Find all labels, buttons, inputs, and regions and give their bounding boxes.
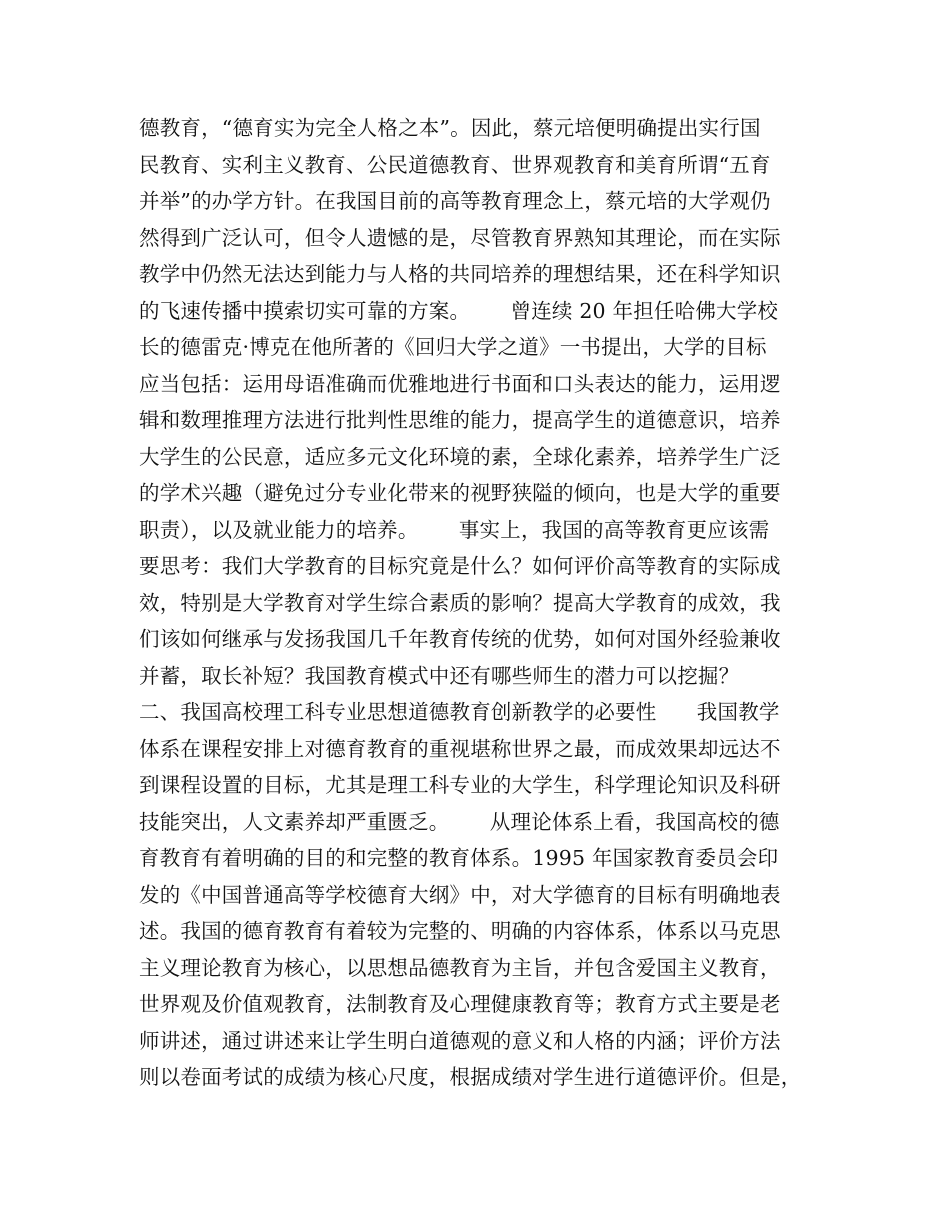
text-line-8: 应当包括：运用母语准确而优雅地进行书面和口头表达的能力，运用逻: [139, 371, 781, 396]
text-line-3: 并举”的办学方针。在我国目前的高等教育理念上，蔡元培的大学观仍: [139, 189, 771, 213]
text-line-18: 体系在课程安排上对德育教育的重视堪称世界之最，而成效果却远达不: [139, 736, 781, 761]
text-line-10: 大学生的公民意，适应多元文化环境的素，全球化素养，培养学生广泛: [139, 444, 781, 469]
text-line-6: 的飞速传播中摸索切实可靠的方案。 曾连续 20 年担任哈佛大学校: [139, 298, 779, 323]
text-line-1: 德教育，“德育实为完全人格之本”。因此，蔡元培便明确提出实行国: [139, 116, 761, 140]
text-line-4: 然得到广泛认可，但令人遗憾的是，尽管教育界熟知其理论，而在实际: [139, 225, 781, 250]
text-line-2: 民教育、实利主义教育、公民道德教育、世界观教育和美育所谓“五育: [139, 152, 771, 177]
text-line-14: 效，特别是大学教育对学生综合素质的影响？提高大学教育的成效，我: [139, 590, 781, 615]
text-line-26: 师讲述，通过讲述来让学生明白道德观的意义和人格的内涵；评价方法: [139, 1028, 781, 1053]
text-line-16: 并蓄，取长补短？我国教育模式中还有哪些师生的潜力可以挖掘？: [139, 663, 740, 688]
text-line-13: 要思考：我们大学教育的目标究竟是什么？如何评价高等教育的实际成: [139, 554, 781, 578]
text-line-21: 育教育有着明确的目的和完整的教育体系。1995 年国家教育委员会印: [139, 846, 779, 870]
text-line-20: 技能突出，人文素养却严重匮乏。 从理论体系上看，我国高校的德: [139, 809, 780, 834]
text-line-25: 世界观及价值观教育，法制教育及心理健康教育等；教育方式主要是老: [139, 992, 781, 1016]
text-line-17: 二、我国高校理工科专业思想道德教育创新教学的必要性 我国教学: [139, 700, 780, 724]
text-line-22: 发的《中国普通高等学校德育大纲》中，对大学德育的目标有明确地表: [139, 882, 781, 907]
body-text: [139, 110, 819, 1096]
text-line-7: 长的德雷克·博克在他所著的《回归大学之道》一书提出，大学的目标: [139, 335, 767, 359]
text-line-12: 职责），以及就业能力的培养。 事实上，我国的高等教育更应该需: [139, 517, 770, 542]
text-line-24: 主义理论教育为核心，以思想品德教育为主旨，并包含爱国主义教育，: [139, 955, 781, 980]
text-line-23: 述。我国的德育教育有着较为完整的、明确的内容体系，体系以马克思: [139, 919, 781, 943]
text-line-9: 辑和数理推理方法进行批判性思维的能力，提高学生的道德意识，培养: [139, 408, 781, 432]
text-line-15: 们该如何继承与发扬我国几千年教育传统的优势，如何对国外经验兼收: [139, 627, 781, 651]
text-line-27: 则以卷面考试的成绩为核心尺度，根据成绩对学生进行道德评价。但是，: [139, 1065, 802, 1089]
text-line-5: 教学中仍然无法达到能力与人格的共同培养的理想结果，还在科学知识: [139, 262, 781, 286]
text-line-11: 的学术兴趣（避免过分专业化带来的视野狭隘的倾向，也是大学的重要: [139, 481, 781, 505]
text-line-19: 到课程设置的目标，尤其是理工科专业的大学生，科学理论知识及科研: [139, 773, 781, 797]
